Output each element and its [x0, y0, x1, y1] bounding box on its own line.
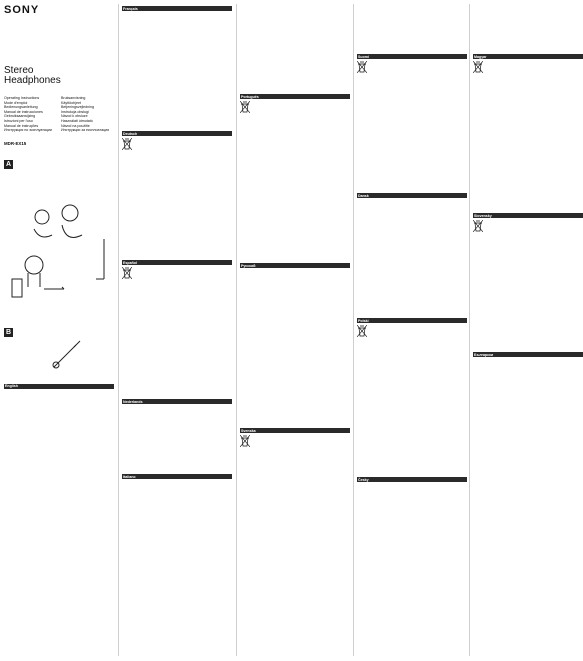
section-header-svenska: Svenska — [240, 428, 350, 433]
text-column-2 — [122, 4, 232, 656]
weee-bin-icon — [122, 267, 132, 279]
section-header-espanol: Español — [122, 260, 232, 265]
section-header-portugues: Português — [240, 94, 350, 99]
weee-bin-icon — [473, 61, 483, 73]
cover-column — [4, 4, 114, 656]
sony-logo: SONY — [4, 4, 40, 16]
weee-bin-icon — [240, 435, 250, 447]
column-divider — [353, 4, 354, 656]
section-header-francais: Français — [122, 6, 232, 11]
text-column-4 — [357, 4, 467, 656]
weee-bin-icon — [357, 325, 367, 337]
figure-label-b: B — [5, 328, 12, 336]
section-header-polski: Polski — [357, 318, 467, 323]
section-header-nederlands: Nederlands — [122, 399, 232, 404]
weee-bin-icon — [357, 61, 367, 73]
weee-bin-icon — [473, 220, 483, 232]
instruction-language-list: Operating Instructions Bruksanvisning Mode d'emploi Käyttöohjeet Bedienungsanleitung Betjeningsvejledning Manual de instrucciones Instrukcja obsługi Gebruiksaanwijzing Návod k obsluze Istruzioni per l'uso Használati útmutató Manual de instruções Návod na použitie Инструкция по эксплуатации Инструкции за експлоатация — [4, 96, 110, 133]
section-header-dansk: Dansk — [357, 193, 467, 198]
section-header-cesky: Česky — [357, 477, 467, 482]
weee-bin-icon — [240, 101, 250, 113]
figure-b-illustration — [4, 337, 114, 377]
weee-bin-icon — [122, 138, 132, 150]
section-header-magyar: Magyar — [473, 54, 583, 59]
text-column-3 — [240, 4, 350, 656]
figure-label-a: A — [5, 160, 12, 168]
section-header-bulgarian: Български — [473, 352, 583, 357]
text-column-5 — [473, 4, 583, 656]
section-header-italiano: Italiano — [122, 474, 232, 479]
section-header-english: English — [4, 384, 114, 389]
column-divider — [236, 4, 237, 656]
section-header-slovensky: Slovensky — [473, 213, 583, 218]
column-divider — [118, 4, 119, 656]
section-header-russian: Русский — [240, 263, 350, 268]
column-divider — [469, 4, 470, 656]
section-header-suomi: Suomi — [357, 54, 467, 59]
product-title: Stereo Headphones — [4, 65, 61, 86]
figure-a-illustration — [4, 169, 114, 319]
section-header-deutsch: Deutsch — [122, 131, 232, 136]
model-number: MDR-EX15 — [4, 140, 27, 146]
